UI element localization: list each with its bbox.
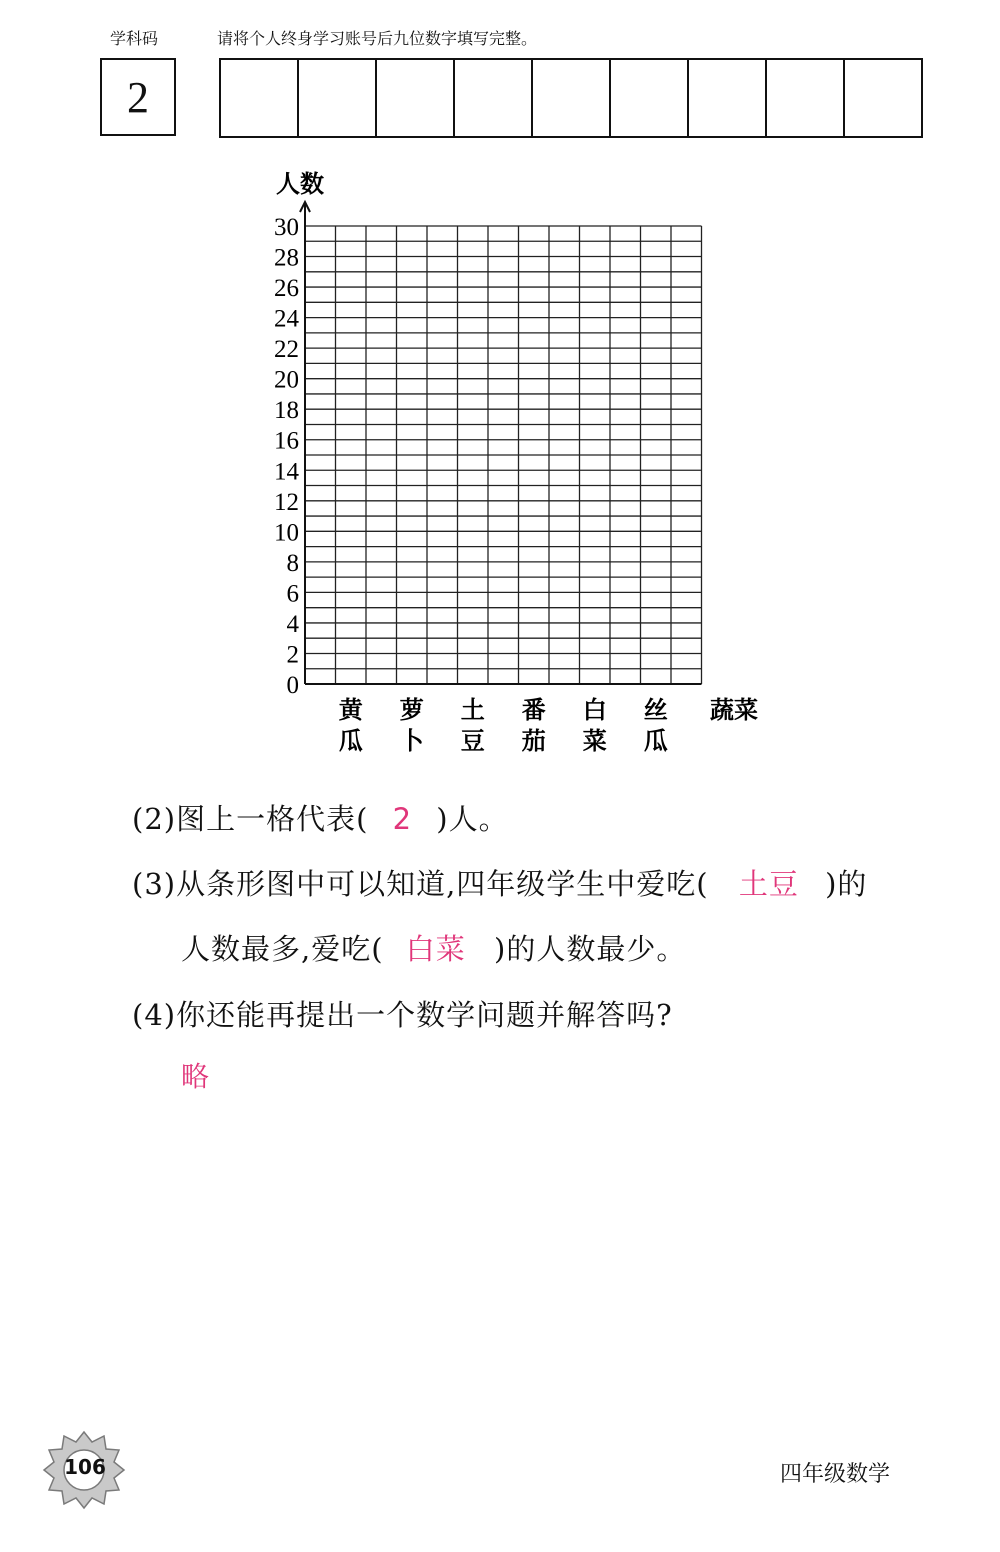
account-digit-cell[interactable]: [221, 60, 299, 136]
x-tick-label-top: 萝: [399, 696, 424, 724]
x-tick-label-top: 土: [460, 696, 485, 724]
y-tick-label: 16: [274, 427, 299, 455]
account-digit-cell[interactable]: [767, 60, 845, 136]
y-tick-label: 22: [274, 336, 299, 364]
x-tick-label-bottom: 菜: [582, 727, 607, 755]
x-tick-label-top: 黄: [338, 696, 363, 724]
subject-code-box: [100, 58, 176, 136]
x-tick-label-bottom: 豆: [460, 727, 485, 755]
question-3-text: (3)从条形图中可以知道,四年级学生中爱吃(: [132, 867, 709, 901]
x-category-labels: [339, 696, 668, 755]
y-tick-label: 14: [274, 458, 299, 486]
subject-code-label: 学科码: [110, 29, 159, 48]
x-tick-label-top: 番: [521, 696, 546, 724]
y-tick-label: 0: [286, 672, 299, 699]
question-4: (4)你还能再提出一个数学问题并解答吗?: [132, 998, 673, 1032]
x-tick-label-bottom: 茄: [521, 727, 546, 755]
x-tick-label-top: 白: [582, 696, 607, 724]
question-3-text-end: )的: [825, 867, 868, 901]
answer-4: 略: [181, 1060, 210, 1093]
chart-grid: [305, 226, 702, 684]
y-axis-label: 人数: [276, 170, 324, 198]
account-digit-cell[interactable]: [299, 60, 377, 136]
y-tick-label: 28: [274, 244, 299, 272]
y-tick-label: 30: [274, 214, 299, 241]
x-axis-label: 蔬菜: [710, 696, 758, 724]
y-tick-label: 12: [274, 488, 299, 516]
question-3-line-1: [132, 862, 867, 903]
y-tick-label: 10: [274, 519, 299, 547]
y-tick-label: 24: [274, 305, 299, 333]
bar-chart: [0, 160, 1000, 760]
account-digit-cell[interactable]: [377, 60, 455, 136]
page-number: 106: [64, 1455, 106, 1479]
subject-code-value: 2: [127, 72, 149, 122]
question-2: [132, 797, 509, 838]
account-number-boxes[interactable]: [219, 58, 923, 138]
answer-2: 2: [392, 802, 413, 836]
answer-3-most: 土豆: [738, 867, 799, 901]
chart-axes: [300, 202, 702, 684]
y-tick-label: 26: [274, 275, 299, 303]
y-tick-label: 6: [286, 580, 299, 608]
y-tick-labels: [274, 214, 300, 699]
answer-3-least: 白菜: [405, 932, 466, 966]
account-digit-cell[interactable]: [455, 60, 533, 136]
x-tick-label-bottom: 瓜: [643, 727, 668, 755]
book-title: 四年级数学: [780, 1462, 891, 1487]
x-tick-label-top: 丝: [643, 696, 668, 724]
question-3-line-2-end: )的人数最少。: [494, 932, 687, 966]
y-tick-label: 4: [286, 610, 299, 638]
y-tick-label: 2: [286, 641, 299, 669]
account-digit-cell[interactable]: [689, 60, 767, 136]
x-tick-label-bottom: 瓜: [338, 727, 363, 755]
question-3-line-2-text: 人数最多,爱吃(: [181, 932, 384, 966]
account-digit-cell[interactable]: [845, 60, 921, 136]
y-tick-label: 18: [274, 397, 299, 425]
x-tick-label-bottom: 卜: [399, 727, 424, 755]
y-tick-label: 20: [274, 366, 299, 394]
question-2-text-end: )人。: [436, 802, 509, 836]
account-instruction: 请将个人终身学习账号后九位数字填写完整。: [217, 29, 538, 48]
y-tick-label: 8: [286, 549, 299, 577]
question-3-line-2: [181, 927, 686, 968]
account-digit-cell[interactable]: [611, 60, 689, 136]
question-2-text: (2)图上一格代表(: [132, 802, 369, 836]
account-digit-cell[interactable]: [533, 60, 611, 136]
